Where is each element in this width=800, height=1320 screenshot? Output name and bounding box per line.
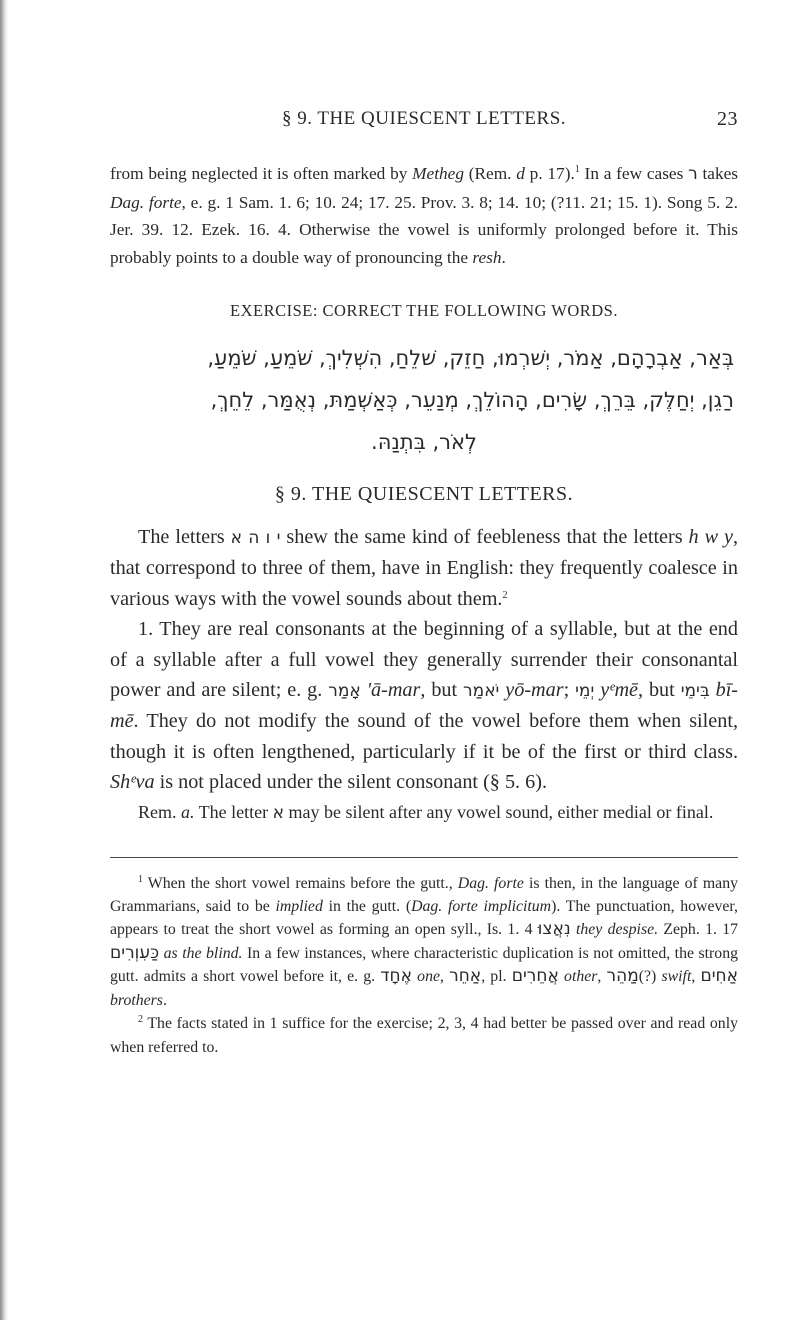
book-page — [110, 108, 738, 1059]
footnote-divider — [110, 857, 738, 858]
page-binding-edge — [0, 0, 14, 1320]
footnote-ref-1: 1 — [574, 164, 580, 175]
footnote-ref-2: 2 — [502, 589, 508, 601]
running-head-title: § 9. THE QUIESCENT LETTERS. — [281, 108, 567, 129]
exercise-title: EXERCISE: CORRECT THE FOLLOWING WORDS. — [230, 301, 618, 320]
exercise-hebrew-line-2: רַגֵן, יְחַלֶּק, בֵּרֵךְ, שָׂרִים, הָהוֹלֵךְ, מְנַעֵר, כְּאַשְׁמַתּ, נְאֻמַּר, לֵחֵךְ, — [210, 388, 734, 412]
main-paragraph: The letters י ו ה א shew the same kind of feebleness that the letters h w y, that correspond to three of them, have in English: they frequently coalesce in various ways with the vowel sounds about them.$^2$ — [110, 526, 738, 610]
running-head — [110, 108, 738, 138]
footnote-2: $^2$ The facts stated in 1 suffice for the exercise; 2, 3, 4 had better be passed over and read only when referred to. — [110, 1014, 738, 1056]
section-heading: § 9. THE QUIESCENT LETTERS. — [274, 483, 574, 505]
hebrew-resh: ר — [688, 164, 698, 184]
remark-paragraph: Rem. a. The letter א may be silent after any vowel sound, either medial or final. — [138, 801, 714, 823]
page-number: 23 — [717, 108, 738, 130]
point-1-paragraph: 1. They are real consonants at the beginning of a syllable, but at the end of a syllable after a full vowel they generally surrender their consonantal power and are silent; e. g. אָמַר 'ā-mar, but יֹאמַר yō-mar; יְמֵי yᵉmē, but בִּימֵי bī-mē. They do not modify the sound of the vowel before them when silent, though it is often lengthened, particularly if it be of the first or third class. Shᵉva is not placed under the silent consonant (§ 5. 6). — [110, 618, 739, 794]
hebrew-quiescent-letters: י ו ה א — [230, 528, 281, 548]
exercise-hebrew-line-3: לְאֹר, בִּתְנַהּ. — [371, 430, 477, 454]
exercise-hebrew-line-1: בְּאַר, אַבְרָהָם, אַמֹר, יְשׁרְמוּ, חַזֵק, שׁלֵחַ, הִשְׁלִיךְ, שֹׁמֵעַ, שֹׁמֵעַ, — [207, 346, 734, 370]
footnote-1: $^1$ When the short vowel remains before the gutt., Dag. forte is then, in the language of many Grammarians, said to be implied in the gutt. (Dag. forte implicitum). The punctuation, however, appears to treat the short vowel as forming an open syll., Is. 1. 4 נִאֲצוּ they despise. Zeph. 1. 17 כַּעִוְרִים as the blind. In a few instances, where characteristic duplication is not omitted, the strong gutt. admits a short vowel before it, e. g. אֶחָד one, אַחֵר, pl. אֲחֵרִים other, מַהֵר(?) swift, אַחִים brothers. — [110, 873, 739, 1009]
intro-paragraph: from being neglected it is often marked by Metheg (Rem. d p. 17).$^1$ In a few cases ר takes Dag. forte, e. g. 1 Sam. 1. 6; 10. 24; 17. 25. Prov. 3. 8; 14. 10; (?11. 21; 15. 1). Song 5. 2. Jer. 39. 12. Ezek. 16. 4. Otherwise the vowel is uniformly prolonged before it. This probably points to a double way of pronouncing the resh. — [110, 164, 739, 267]
